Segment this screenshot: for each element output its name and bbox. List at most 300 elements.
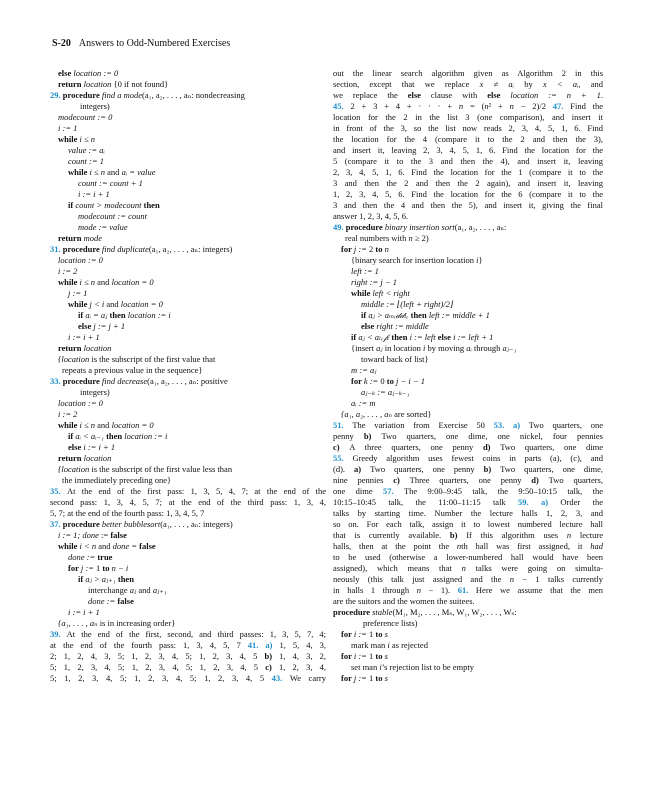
- text-run: x ≠ aᵢ: [479, 79, 525, 89]
- text-line: [50, 442, 326, 453]
- text-run: i := i + 1: [68, 332, 100, 342]
- text-run: n: [509, 574, 514, 584]
- text-line: [333, 79, 603, 90]
- text-run: left < right: [372, 288, 410, 298]
- text-line: [50, 552, 326, 563]
- text-run: (a₁, a₂, . . . , aₙ:: [454, 222, 507, 232]
- text-run: clause with: [430, 90, 488, 100]
- text-run: n − i: [111, 563, 129, 573]
- text-run: If this algorithm uses: [466, 530, 567, 540]
- text-run: while: [68, 299, 90, 309]
- text-line: [50, 167, 326, 178]
- text-line: [50, 101, 326, 112]
- text-line: [333, 266, 603, 277]
- text-run: j < i: [89, 299, 107, 309]
- text-line: [333, 431, 603, 442]
- text-run: i := left + 1: [453, 332, 494, 342]
- text-line: [50, 156, 326, 167]
- text-line: [50, 200, 326, 211]
- text-line: [333, 508, 603, 519]
- text-line: [333, 409, 603, 420]
- text-run: while: [58, 277, 80, 287]
- text-run: Two quarters,: [548, 475, 603, 485]
- text-run: toward back of list}: [361, 354, 429, 364]
- text-run: ’s rejection list to be empty: [381, 662, 475, 672]
- text-run: then: [410, 310, 429, 320]
- text-run: find duplicate: [101, 244, 149, 254]
- text-run: done :=: [88, 596, 118, 606]
- text-run: ² +: [488, 101, 510, 111]
- text-run: aᵢ := m: [351, 398, 376, 408]
- text-run: procedure: [62, 90, 102, 100]
- text-run: while: [68, 167, 90, 177]
- text-run: procedure: [345, 222, 385, 232]
- text-run: b): [363, 431, 382, 441]
- text-line: [50, 497, 326, 508]
- text-run: i: [422, 343, 428, 353]
- text-run: }: [478, 255, 483, 265]
- text-run: location := 0: [58, 255, 103, 265]
- text-run: else: [487, 90, 511, 100]
- text-run: interchange: [88, 585, 130, 595]
- text-line: [333, 497, 603, 508]
- exercise-number: 41. a): [247, 640, 280, 650]
- text-run: better bubblesort: [101, 519, 161, 529]
- text-line: [333, 607, 603, 618]
- text-run: c): [333, 442, 350, 452]
- text-run: 1, 2, 3, 4,: [279, 662, 326, 672]
- text-line: [50, 398, 326, 409]
- text-run: procedure: [62, 519, 102, 529]
- text-run: n: [458, 101, 464, 111]
- text-line: [50, 255, 326, 266]
- text-run: n: [461, 563, 466, 573]
- text-run: x < aᵢ: [542, 79, 579, 89]
- text-run: 1: [96, 563, 103, 573]
- text-run: if: [351, 332, 359, 342]
- text-run: 1, 5, 4, 3,: [279, 640, 326, 650]
- text-run: for: [341, 244, 354, 254]
- text-run: Here we assume that the men: [475, 585, 603, 595]
- text-line: [333, 486, 603, 497]
- text-line: [333, 596, 603, 607]
- running-title: Answers to Odd-Numbered Exercises: [78, 38, 231, 49]
- text-run: i := 2: [58, 266, 78, 276]
- text-run: aᵢ < aᵢ₋₁: [75, 431, 107, 441]
- text-run: mode := value: [78, 222, 128, 232]
- text-run: Find the: [570, 101, 603, 111]
- text-run: false: [110, 530, 127, 540]
- text-run: d): [482, 442, 501, 452]
- text-line: [333, 299, 603, 310]
- text-run: procedure: [62, 244, 102, 254]
- text-run: return: [58, 453, 84, 463]
- text-line: [333, 464, 603, 475]
- text-run: aⱼ < aₗₑ𝒻ₜ: [358, 332, 392, 342]
- text-run: and: [138, 585, 153, 595]
- text-run: find a mode: [101, 90, 143, 100]
- text-line: [333, 673, 603, 684]
- text-run: return: [58, 79, 84, 89]
- text-line: [50, 233, 326, 244]
- text-line: [50, 420, 326, 431]
- text-line: [333, 442, 603, 453]
- text-line: [333, 178, 603, 189]
- text-line: [50, 90, 326, 101]
- text-run: to be used (otherwise a lower-numbered hall would have been: [333, 552, 603, 562]
- text-line: [50, 376, 326, 387]
- text-run: d): [531, 475, 549, 485]
- text-line: [50, 640, 326, 651]
- text-line: [333, 167, 603, 178]
- text-run: i: [379, 662, 382, 672]
- text-run: 3 and then the 4 and then the 5), and insert it, giving the final: [333, 200, 603, 210]
- text-line: [50, 332, 326, 343]
- exercise-number: 47.: [552, 101, 571, 111]
- text-run: to: [375, 244, 385, 254]
- text-run: Two quarters, one dime,: [500, 464, 603, 474]
- text-run: {: [58, 354, 62, 364]
- text-run: set man: [351, 662, 380, 672]
- exercise-number: 61.: [457, 585, 476, 595]
- exercise-number: 43.: [271, 673, 290, 683]
- text-line: [50, 123, 326, 134]
- text-line: [333, 233, 603, 244]
- text-run: aⱼ₋ₖ := aⱼ₋ₖ₋₁: [361, 387, 410, 397]
- text-run: preference lists): [363, 618, 418, 628]
- text-line: [333, 123, 603, 134]
- text-line: [333, 530, 603, 541]
- text-run: the immediately preceding one}: [62, 475, 172, 485]
- text-run: Two quarters, one dime, one nickel, four pennies: [381, 431, 603, 441]
- text-line: [50, 112, 326, 123]
- text-line: [50, 211, 326, 222]
- text-run: i :=: [353, 629, 370, 639]
- text-run: mode: [83, 233, 102, 243]
- text-run: The 9:00–9:45 talk, the 9:50–10:15 talk, the: [403, 486, 603, 496]
- text-run: s: [384, 651, 388, 661]
- text-run: then: [109, 310, 128, 320]
- text-run: and: [98, 541, 113, 551]
- text-run: lecture: [571, 530, 603, 540]
- text-run: {0 if not found}: [113, 79, 169, 89]
- text-line: [333, 101, 603, 112]
- text-run: else: [361, 321, 377, 331]
- text-run: (a₁, a₂, . . . , aₙ: nondecreasing: [142, 90, 245, 100]
- text-run: if: [78, 310, 86, 320]
- text-run: right := j − 1: [351, 277, 397, 287]
- text-run: is in increasing order}: [99, 618, 176, 628]
- text-run: as rejected: [391, 640, 428, 650]
- text-run: for: [341, 673, 354, 683]
- text-line: [333, 90, 603, 101]
- text-run: i ≤ n: [79, 277, 98, 287]
- text-run: aⱼ₊₁: [152, 585, 167, 595]
- text-run: aⱼ: [376, 343, 385, 353]
- exercise-number: 53. a): [493, 420, 529, 430]
- text-line: [333, 519, 603, 530]
- text-run: in front of the 3, so the list now reads 2, 3, 4, 5, 1, 6. Find: [333, 123, 603, 133]
- text-run: to: [375, 629, 385, 639]
- text-run: return: [58, 233, 84, 243]
- text-run: b): [449, 530, 467, 540]
- text-run: .: [600, 90, 603, 100]
- text-line: [333, 332, 603, 343]
- text-line: [50, 244, 326, 255]
- text-run: 1: [369, 673, 376, 683]
- text-line: [50, 321, 326, 332]
- text-run: i := 2: [58, 409, 78, 419]
- text-run: 2: [369, 244, 376, 254]
- text-run: by moving: [427, 343, 467, 353]
- text-run: and: [97, 420, 112, 430]
- exercise-number: 49.: [333, 222, 346, 232]
- text-run: then: [391, 332, 410, 342]
- text-run: location: [83, 79, 114, 89]
- text-run: 2, 3, 4, 5, 1, 6. Find the location for the 1 (compare it to the: [333, 167, 603, 177]
- text-run: i ≤ n: [79, 134, 96, 144]
- text-line: [333, 662, 603, 673]
- text-line: [50, 585, 326, 596]
- text-run: location := i: [127, 310, 171, 320]
- text-run: − 1).: [420, 585, 458, 595]
- exercise-number: 31.: [50, 244, 63, 254]
- text-run: j − i − 1: [396, 376, 425, 386]
- text-run: for: [341, 629, 354, 639]
- exercise-number: 37.: [50, 519, 63, 529]
- text-line: [50, 629, 326, 640]
- text-run: 0: [380, 376, 387, 386]
- text-run: b): [483, 464, 501, 474]
- text-run: procedure: [62, 376, 102, 386]
- text-run: i := i + 1: [83, 442, 116, 452]
- text-line: [50, 574, 326, 585]
- text-run: s: [384, 673, 388, 683]
- exercise-number: 29.: [50, 90, 63, 100]
- text-run: so on. For each talk, assign it to lowest numbered lecture hall: [333, 519, 603, 529]
- text-run: aᵢ: [466, 343, 474, 353]
- text-run: done :=: [68, 552, 98, 562]
- text-line: [333, 288, 603, 299]
- text-line: [333, 211, 603, 222]
- text-run: and: [97, 277, 112, 287]
- text-run: location = 0: [111, 420, 154, 430]
- text-run: n: [408, 233, 413, 243]
- text-line: [50, 662, 326, 673]
- text-run: location := 0: [73, 68, 119, 78]
- text-run: At the end of the first, second, and third passes: 1, 3, 5, 7, 4;: [66, 629, 326, 639]
- text-run: location := n + 1: [510, 90, 601, 100]
- text-line: [333, 255, 603, 266]
- text-line: [50, 431, 326, 442]
- text-line: [50, 508, 326, 519]
- text-line: [50, 530, 326, 541]
- text-run: false: [117, 596, 134, 606]
- text-run: neously (this talk just assigned and the: [333, 574, 510, 584]
- text-run: the location for the 4 (compare it to the 2 and then the 3),: [333, 134, 603, 144]
- text-run: return: [58, 343, 84, 353]
- text-run: to: [375, 651, 385, 661]
- text-line: [50, 178, 326, 189]
- text-line: [333, 343, 603, 354]
- text-run: real numbers with: [345, 233, 409, 243]
- text-line: [333, 354, 603, 365]
- text-line: [50, 486, 326, 497]
- text-run: (a₁, a₂, . . . , aₙ: positive: [147, 376, 228, 386]
- text-line: [333, 398, 603, 409]
- text-run: done =: [112, 541, 140, 551]
- text-line: [50, 68, 326, 79]
- text-line: [50, 409, 326, 420]
- text-run: − 1 talks currently: [513, 574, 603, 584]
- text-run: stable: [372, 607, 393, 617]
- text-run: false: [139, 541, 156, 551]
- text-run: 10:15–10:45 talk, the 11:00–11:15 talk: [333, 497, 519, 507]
- text-line: [333, 574, 603, 585]
- text-line: [50, 541, 326, 552]
- text-run: talks were going on simulta-: [465, 563, 603, 573]
- text-run: out the linear search algorithm given as Algorithm 2 in this: [333, 68, 603, 78]
- exercise-number: 57.: [382, 486, 404, 496]
- page-number: S-20: [52, 38, 71, 49]
- text-run: {a₁, . . . , aₙ: [58, 618, 100, 628]
- exercise-number: 51.: [333, 420, 353, 430]
- text-line: [333, 376, 603, 387]
- text-run: else: [437, 332, 454, 342]
- text-run: 2 + 3 + 4 + · · · +: [350, 101, 459, 111]
- text-run: in location: [384, 343, 423, 353]
- text-line: [333, 365, 603, 376]
- text-line: [333, 222, 603, 233]
- text-run: left := middle + 1: [428, 310, 490, 320]
- text-run: penny: [333, 431, 364, 441]
- text-line: [50, 299, 326, 310]
- text-run: 5, 7; at the end of the fourth pass: 1, 3, 4, 5, 7: [50, 508, 205, 518]
- text-run: then: [143, 200, 160, 210]
- text-run: The variation from Exercise 50: [352, 420, 494, 430]
- text-run: c): [265, 662, 280, 672]
- text-run: n: [566, 530, 572, 540]
- text-line: [333, 453, 603, 464]
- text-run: right := middle: [376, 321, 429, 331]
- text-run: to: [102, 563, 112, 573]
- text-run: while: [351, 288, 373, 298]
- text-run: aⱼ > aⱼ₊₁: [85, 574, 118, 584]
- text-run: modecount := 0: [58, 112, 113, 122]
- text-run: s: [384, 629, 388, 639]
- text-line: [50, 673, 326, 684]
- text-run: i := left: [409, 332, 438, 342]
- text-run: n: [456, 541, 462, 551]
- text-run: location = 0: [120, 299, 163, 309]
- text-run: j := 1: [68, 288, 88, 298]
- text-line: [50, 519, 326, 530]
- text-run: and insert it, leaving 2, 3, 4, 5, 1, 6. Find the location for the: [333, 145, 603, 155]
- text-run: repeats a previous value in the sequence}: [62, 365, 203, 375]
- text-line: [333, 552, 603, 563]
- text-run: (a₁, . . . , aₙ: integers): [160, 519, 233, 529]
- text-run: that is currently available.: [333, 530, 450, 540]
- text-run: to: [386, 376, 397, 386]
- text-run: 1, 2, 3, 4, 5, 6. Find the location for the 6 (compare it to the: [333, 189, 603, 199]
- text-run: for: [351, 376, 364, 386]
- text-run: find decrease: [101, 376, 148, 386]
- text-line: [333, 321, 603, 332]
- text-run: i ≤ n: [89, 167, 108, 177]
- text-line: [333, 585, 603, 596]
- text-run: if: [361, 310, 369, 320]
- text-run: location: [61, 464, 92, 474]
- text-run: Order the: [560, 497, 603, 507]
- text-run: 5 (compare it to the 3 and then the 4), and insert it, leaving: [333, 156, 603, 166]
- text-run: 2; 1, 2, 4, 3, 5; 1, 2, 3, 4, 5; 1, 2, 3, 4, 5: [50, 651, 265, 661]
- right-column: [333, 68, 603, 684]
- text-run: n: [384, 244, 389, 254]
- text-run: mark man: [351, 640, 388, 650]
- text-line: [333, 156, 603, 167]
- text-run: through: [473, 343, 503, 353]
- text-line: [50, 354, 326, 365]
- text-run: j :=: [353, 673, 370, 683]
- text-run: :=: [101, 530, 111, 540]
- text-run: halls, then at the point the: [333, 541, 457, 551]
- text-run: j :=: [353, 244, 370, 254]
- text-line: [50, 222, 326, 233]
- text-run: (a₁, a₂, . . . , aₙ: integers): [148, 244, 233, 254]
- text-line: [50, 277, 326, 288]
- text-run: integers): [80, 101, 110, 111]
- text-line: [50, 464, 326, 475]
- text-line: [50, 651, 326, 662]
- text-run: location: [83, 453, 112, 463]
- text-run: Two quarters, one dime: [500, 442, 603, 452]
- text-run: At the end of the first pass: 1, 3, 5, 4, 7; at the end of the: [66, 486, 326, 496]
- text-run: i := i + 1: [68, 607, 100, 617]
- text-run: binary insertion sort: [384, 222, 455, 232]
- text-run: , and: [578, 79, 603, 89]
- text-line: [50, 618, 326, 629]
- text-run: value := aᵢ: [68, 145, 105, 155]
- text-run: in halls 1 through: [333, 585, 417, 595]
- text-run: Three quarters, one penny: [409, 475, 532, 485]
- text-run: j := j + 1: [93, 321, 126, 331]
- text-run: {a₁, a₂, . . . , aₙ: [341, 409, 395, 419]
- text-line: [333, 134, 603, 145]
- exercise-number: 59. a): [518, 497, 561, 507]
- text-run: true: [97, 552, 113, 562]
- text-line: [50, 596, 326, 607]
- text-run: location := i: [124, 431, 168, 441]
- text-run: done: [82, 530, 102, 540]
- text-run: while: [58, 134, 80, 144]
- text-line: [333, 244, 603, 255]
- text-run: Greedy algorithm uses fewest coins in parts (a), (c), and: [352, 453, 603, 463]
- text-run: to: [375, 673, 385, 683]
- left-column: [50, 68, 326, 684]
- text-line: [50, 387, 326, 398]
- exercise-number: 55.: [333, 453, 353, 463]
- text-line: [333, 387, 603, 398]
- text-run: n: [509, 101, 514, 111]
- text-run: is the subscript of the first value that: [91, 354, 216, 364]
- text-line: [50, 134, 326, 145]
- text-run: c): [393, 475, 410, 485]
- text-run: if: [68, 200, 76, 210]
- text-run: had: [590, 541, 603, 551]
- text-line: [333, 145, 603, 156]
- text-run: m := aⱼ: [351, 365, 377, 375]
- text-line: [50, 607, 326, 618]
